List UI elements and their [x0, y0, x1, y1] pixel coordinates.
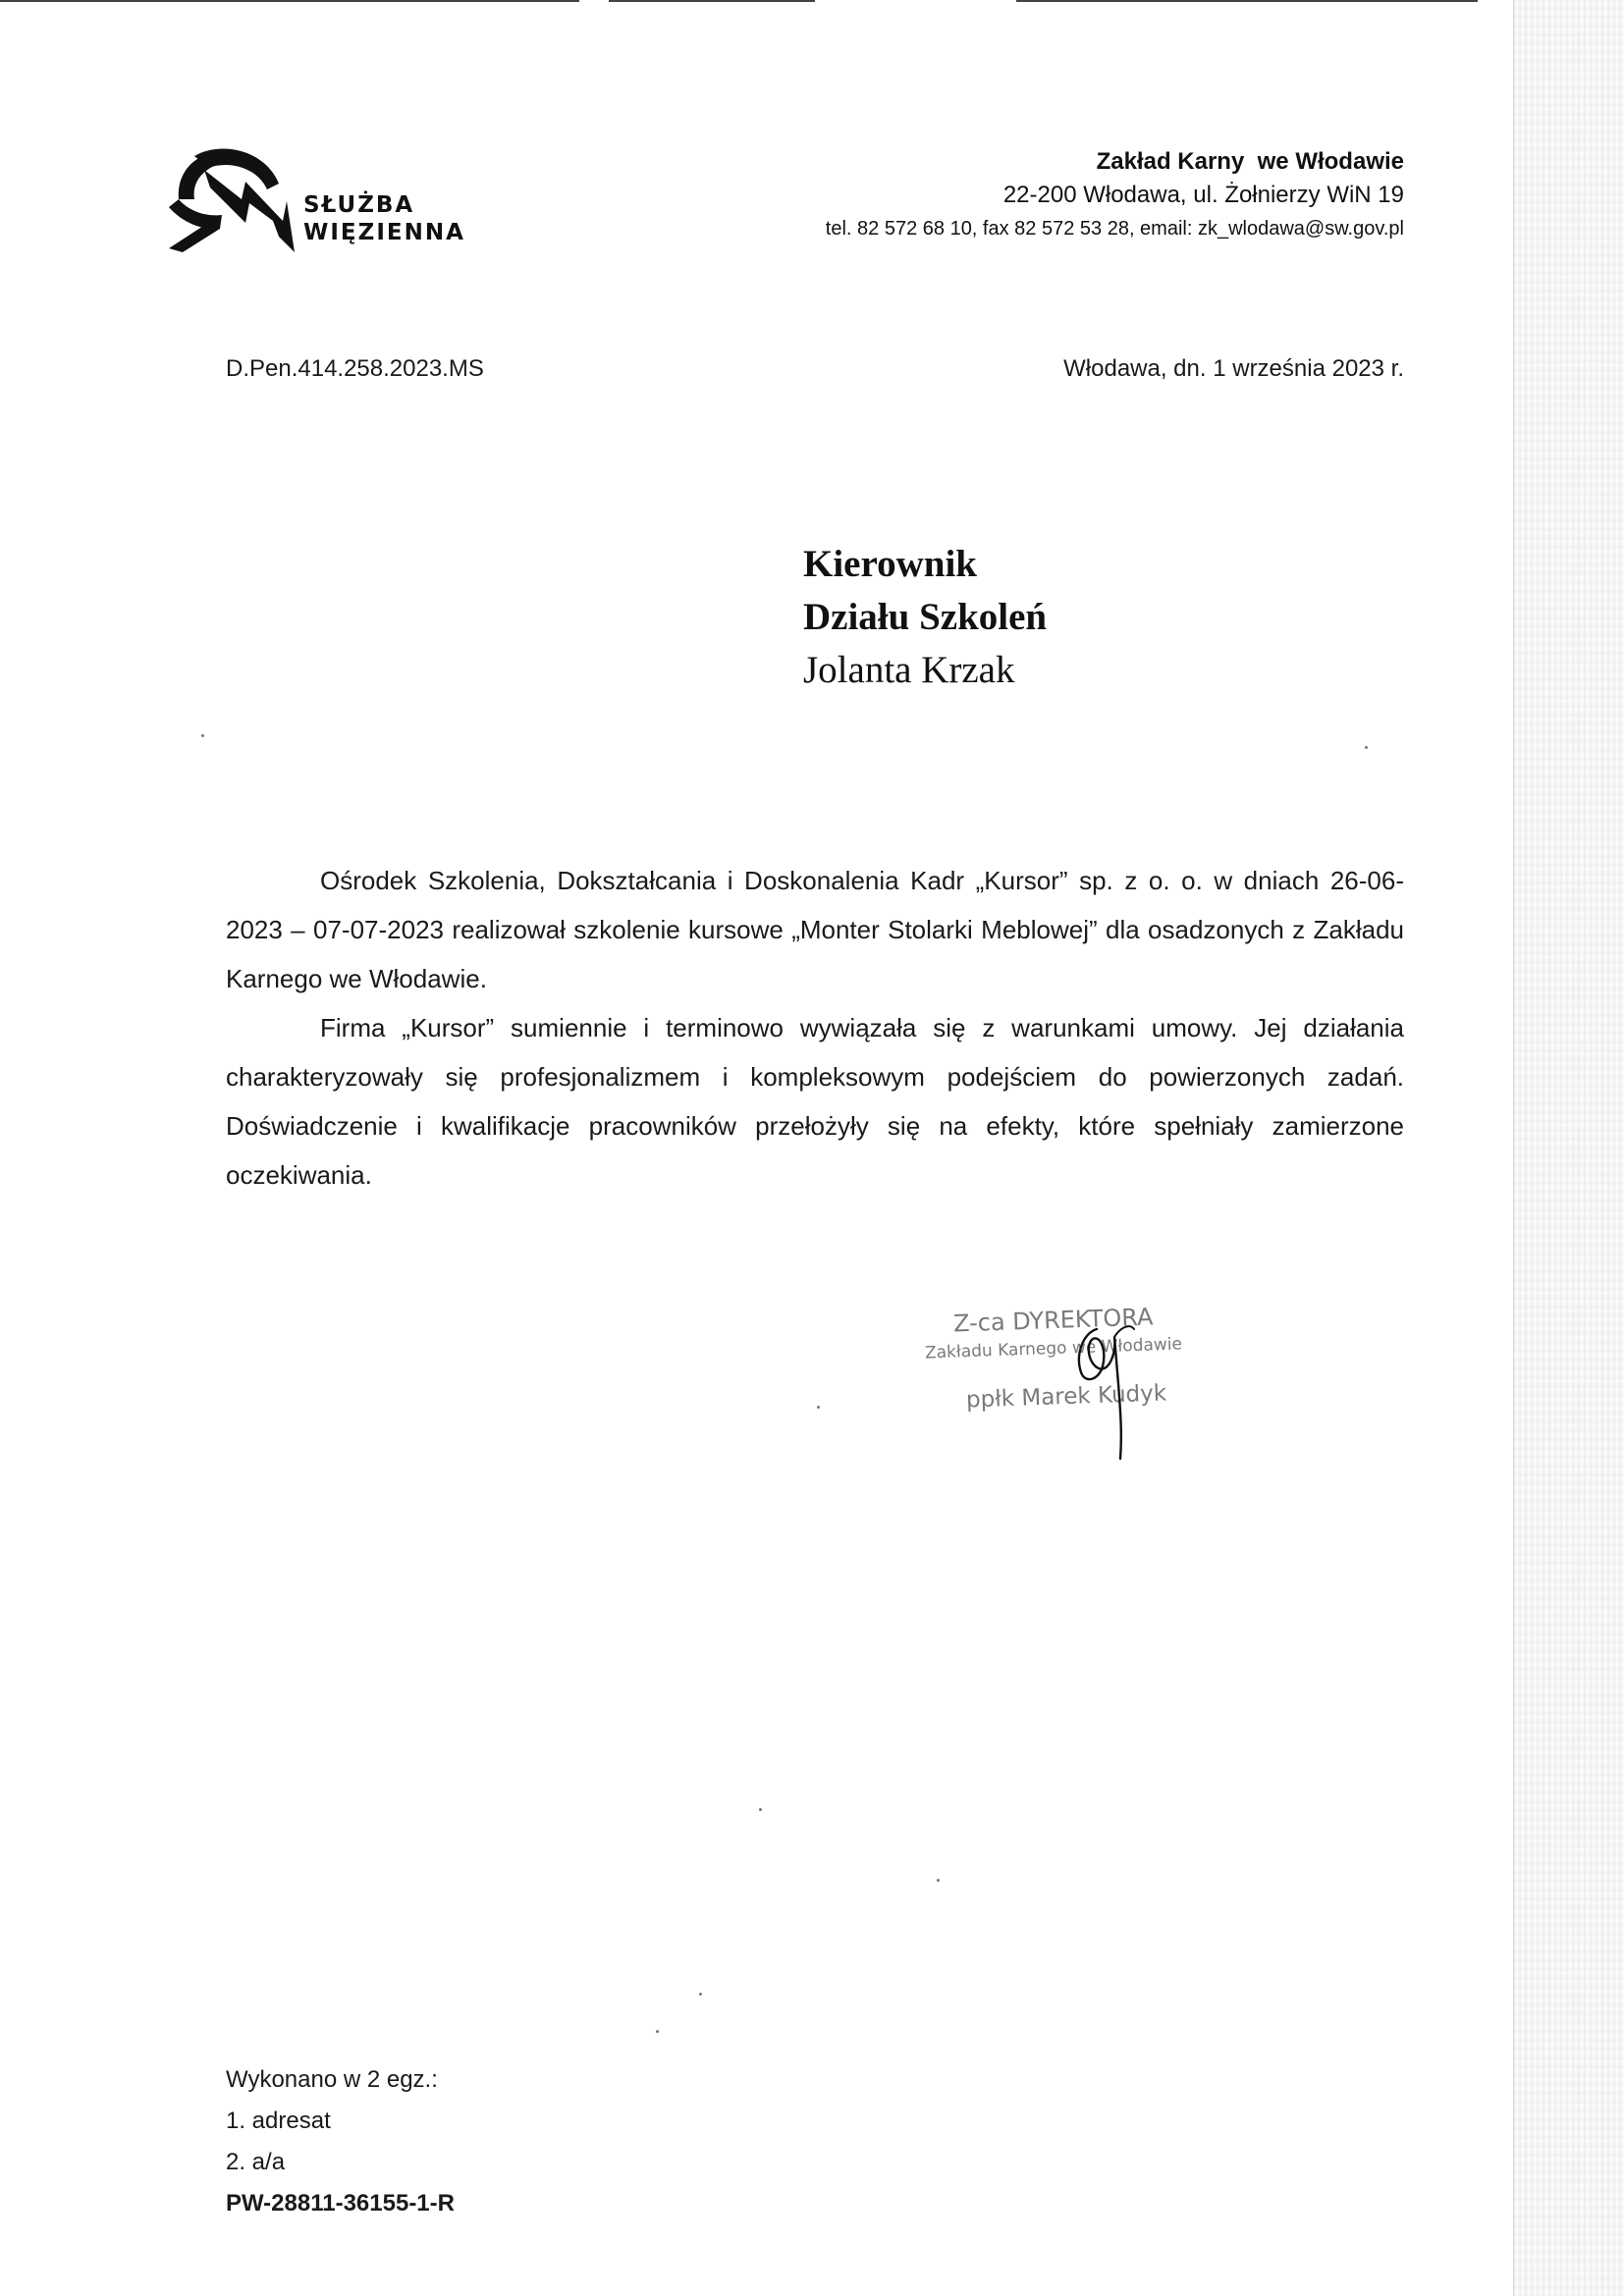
recipient-department: Działu Szkoleń	[803, 596, 1048, 638]
scan-edge-artifact	[1513, 0, 1624, 2296]
logo-line-1: SŁUŻBA	[303, 192, 415, 218]
institution-contact: tel. 82 572 68 10, fax 82 572 53 28, email: zk_wlodawa@sw.gov.pl	[825, 218, 1404, 240]
logo-line-2: WIĘZIENNA	[303, 220, 465, 245]
footer-block	[226, 2059, 455, 2224]
scan-speck	[937, 1879, 940, 1882]
stamp-name: ppłk Marek Kudyk	[965, 1380, 1167, 1414]
body-paragraph-1: Ośrodek Szkolenia, Dokształcania i Doskonalenia Kadr „Kursor” sp. z o. o. w dniach 26-06-2023 – 07-07-2023 realizował szkolenie kursowe „Monter Stolarki Meblowej” dla osadzonych z Zakładu Karnego we Włodawie.	[226, 866, 1404, 993]
letter-body	[226, 856, 1404, 1200]
institution-name: Zakład Karny we Włodawie	[1096, 148, 1404, 175]
recipient-block	[803, 538, 1047, 697]
distribution-item-2: 2. a/a	[226, 2149, 286, 2175]
recipient-title: Kierownik	[803, 543, 977, 585]
sluzba-wiezienna-logo	[165, 142, 465, 260]
scan-speck	[1365, 746, 1368, 749]
sender-address-block	[826, 145, 1404, 245]
body-paragraph-2: Firma „Kursor” sumiennie i terminowo wywiązała się z warunkami umowy. Jej działania charakteryzowały się profesjonalizmem i kompleksowym podejściem do powierzonych zadań. Doświadczenie i kwalifikacje pracowników przełożyły się na efekty, które spełniały zamierzone oczekiwania.	[226, 1013, 1404, 1190]
handwritten-signature	[1065, 1315, 1144, 1463]
place-and-date: Włodawa, dn. 1 września 2023 r.	[1063, 355, 1404, 382]
scan-speck	[656, 2030, 659, 2033]
copies-note: Wykonano w 2 egz.:	[226, 2066, 438, 2093]
scan-speck	[759, 1808, 762, 1811]
reference-number: D.Pen.414.258.2023.MS	[226, 355, 484, 382]
top-scan-line	[609, 0, 815, 2]
stamp-unit: Zakładu Karnego we Włodawie	[924, 1334, 1183, 1363]
stamp-title: Z-ca DYREKTORA	[952, 1303, 1154, 1338]
recipient-name: Jolanta Krzak	[803, 649, 1015, 691]
institution-address: 22-200 Włodawa, ul. Żołnierzy WiN 19	[1002, 182, 1404, 208]
scan-speck	[817, 1406, 820, 1409]
top-scan-line	[1016, 0, 1478, 2]
logo-text	[303, 191, 465, 246]
document-code: PW-28811-36155-1-R	[226, 2190, 455, 2216]
scan-speck	[201, 734, 204, 737]
sw-emblem-icon	[165, 142, 295, 255]
distribution-item-1: 1. adresat	[226, 2108, 331, 2134]
top-scan-line	[0, 0, 579, 2]
scan-speck	[699, 1993, 702, 1996]
